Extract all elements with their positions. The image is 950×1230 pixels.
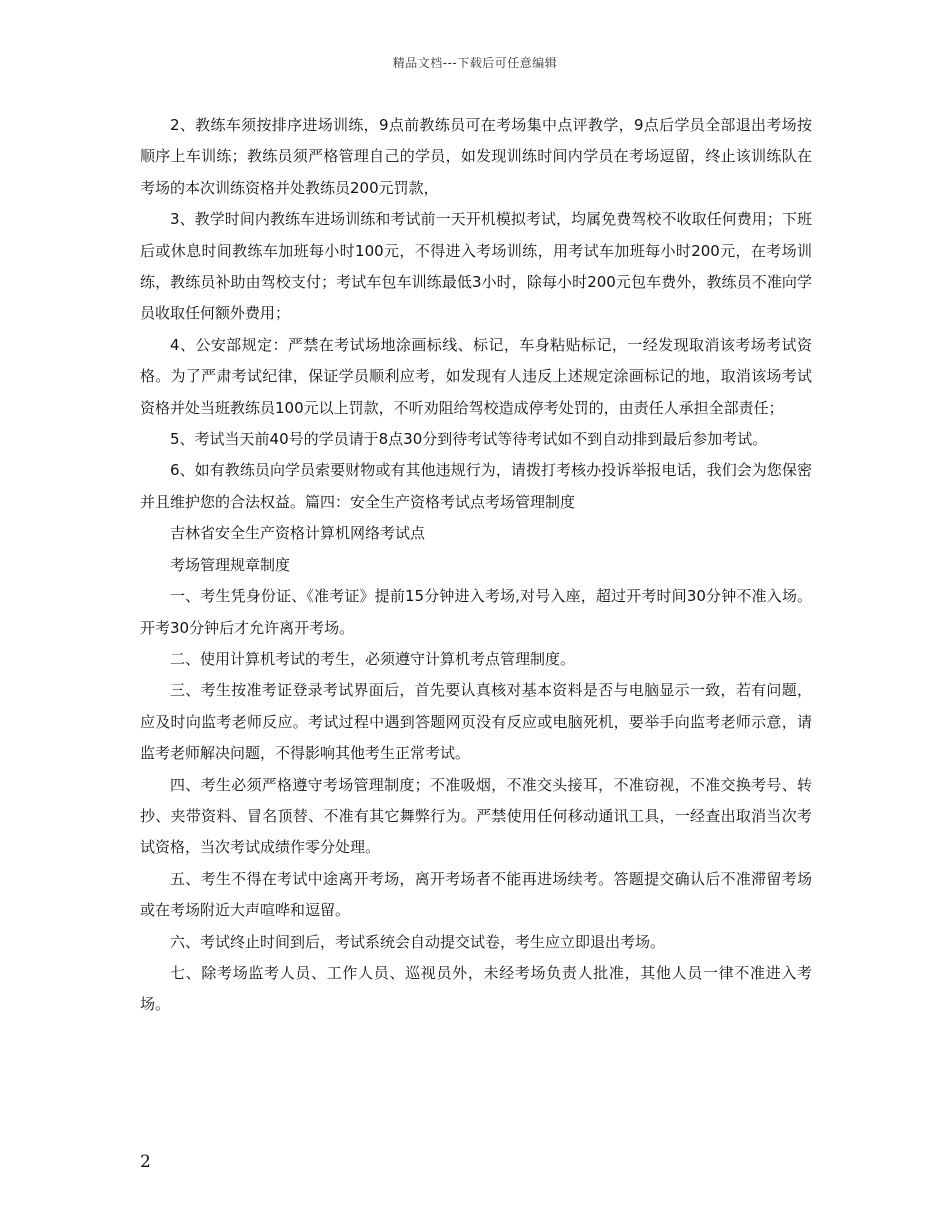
section-heading-rules: 考场管理规章制度 [170,555,291,574]
page-header: 精品文档---下载后可任意编辑 [392,56,558,70]
section-heading-exam-site: 吉林省安全生产资格计算机网络考试点 [170,524,426,543]
paragraph: 4、公安部规定：严禁在考试场地涂画标线、标记，车身粘贴标记，一经发现取消该考场考试资格。为了严肃考试纪律，保证学员顺利应考，如发现有人违反上述规定涂画标记的地，取消该场考试资格并处当班教练员100元以上罚款，不听劝阻给驾校造成停考处罚的，由责任人承担全部责任； [140,335,812,417]
paragraph: 6、如有教练员向学员索要财物或有其他违规行为，请拨打考核办投诉举报电话，我们会为您保密并且维护您的合法权益。篇四：安全生产资格考试点考场管理制度 [140,461,812,511]
paragraph: 二、使用计算机考试的考生，必须遵守计算机考点管理制度。 [170,649,576,668]
document-body [140,110,812,1021]
paragraph: 三、考生按准考证登录考试界面后，首先要认真核对基本资料是否与电脑显示一致，若有问题，应及时向监考老师反应。考试过程中遇到答题网页没有反应或电脑死机，要举手向监考老师示意，请监考老师解决问题，不得影响其他考生正常考试。 [140,681,812,763]
paragraph: 5、考试当天前40号的学员请于8点30分到待考试等待考试如不到自动排到最后参加考试。 [170,430,768,449]
paragraph: 2、教练车须按排序进场训练，9点前教练员可在考场集中点评教学，9点后学员全部退出考场按顺序上车训练；教练员须严格管理自己的学员，如发现训练时间内学员在考场逗留，终止该训练队在考场的本次训练资格并处教练员200元罚款， [140,116,812,197]
paragraph: 六、考试终止时间到后，考试系统会自动提交试卷，考生应立即退出考场。 [170,932,666,951]
paragraph: 五、考生不得在考试中途离开考场，离开考场者不能再进场续考。答题提交确认后不准滞留考场或在考场附近大声喧哗和逗留。 [140,869,812,920]
paragraph: 3、教学时间内教练车进场训练和考试前一天开机模拟考试，均属免费驾校不收取任何费用；下班后或休息时间教练车加班每小时100元，不得进入考场训练，用考试车加班每小时200元，在考场训练，教练员补助由驾校支付；考试车包车训练最低3小时，除每小时200元包车费外，教练员不准向学员收取任何额外费用； [140,210,812,323]
paragraph: 四、考生必须严格遵守考场管理制度；不准吸烟，不准交头接耳，不准窃视，不准交换考号、转抄、夹带资料、冒名顶替、不准有其它舞弊行为。严禁使用任何移动通讯工具，一经查出取消当次考试资格，当次考试成绩作零分处理。 [140,775,812,857]
paragraph: 七、除考场监考人员、工作人员、巡视员外，未经考场负责人批准，其他人员一律不准进入考场。 [140,963,812,1014]
page-number: 2 [140,1152,151,1172]
paragraph: 一、考生凭身份证、《准考证》提前15分钟进入考场,对号入座，超过开考时间30分钟不准入场。开考30分钟后才允许离开考场。 [140,587,812,637]
